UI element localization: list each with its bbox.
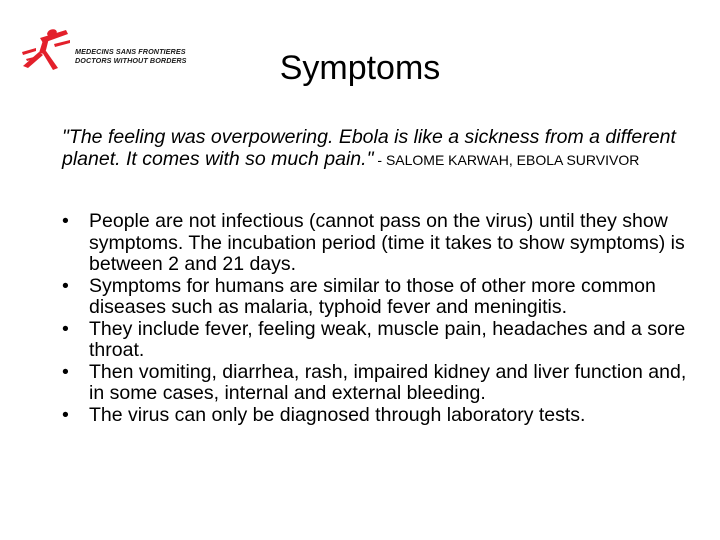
bullet-text: People are not infectious (cannot pass on the virus) until they show symptoms. The incubation period (time it takes to show symptoms) is between 2 and 21 days.: [89, 210, 685, 275]
bullet-text: Symptoms for humans are similar to those of other more common diseases such as malaria, typhoid fever and meningitis.: [89, 274, 656, 318]
bullet-text: Then vomiting, diarrhea, rash, impaired kidney and liver function and, in some cases, internal and external bleeding.: [89, 360, 687, 404]
slide-title: Symptoms: [279, 49, 441, 87]
bullet-item: [62, 405, 692, 427]
bullet-text: They include fever, feeling weak, muscle pain, headaches and a sore throat.: [89, 317, 686, 361]
bullet-list: [62, 211, 692, 426]
bullet-item: [62, 362, 692, 405]
bullet-icon: •: [62, 317, 69, 340]
logo-line-2: DOCTORS WITHOUT BORDERS: [75, 55, 187, 65]
quote-text: "The feeling was overpowering. Ebola is like a sickness from a different planet. It comes with so much pain.": [62, 126, 676, 170]
quote-attribution: - SALOME KARWAH, EBOLA SURVIVOR: [373, 152, 640, 168]
quote-block: [62, 126, 692, 171]
bullet-icon: •: [62, 210, 69, 232]
msf-logo: [18, 24, 188, 74]
bullet-item: [62, 319, 692, 362]
msf-running-figure-icon: [18, 24, 74, 74]
bullet-icon: •: [62, 403, 69, 426]
bullet-item: [62, 276, 692, 319]
bullet-text: The virus can only be diagnosed through laboratory tests.: [89, 403, 586, 426]
logo-line-1: MEDECINS SANS FRONTIERES: [75, 47, 186, 56]
msf-logo-text: [75, 48, 187, 65]
bullet-item: [62, 211, 692, 276]
bullet-icon: •: [62, 274, 69, 297]
bullet-icon: •: [62, 360, 69, 383]
